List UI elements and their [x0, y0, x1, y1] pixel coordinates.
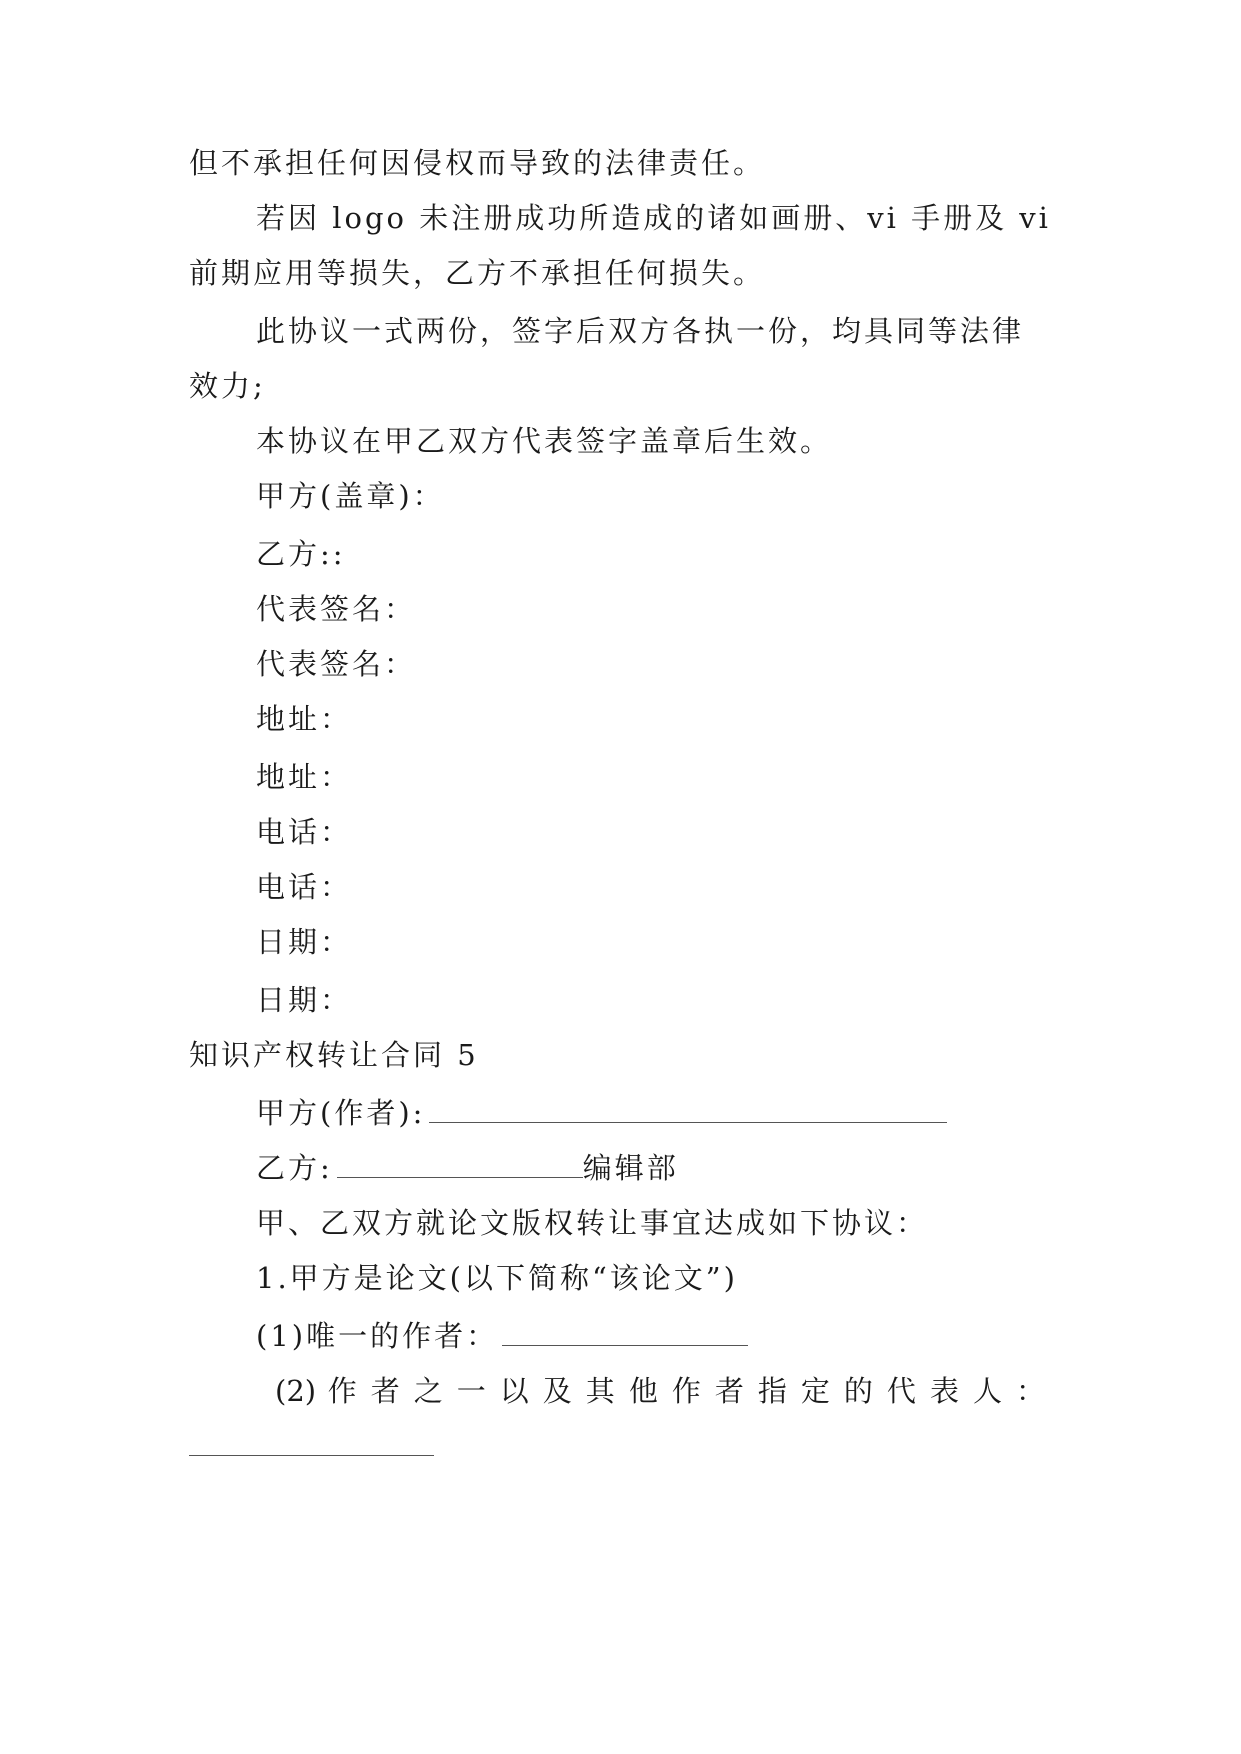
- signature-field-label: 地址：: [256, 760, 353, 794]
- paragraph-line: 但不承担任何因侵权而导致的法律责任。: [189, 146, 766, 180]
- signature-field-label: 代表签名：: [256, 592, 417, 626]
- paragraph-line: 前期应用等损失，乙方不承担任何损失。: [189, 256, 766, 290]
- party-a-label: 甲方(作者):: [256, 1096, 426, 1130]
- signature-field-label: 代表签名：: [256, 647, 417, 681]
- contract-party-line: [256, 1148, 679, 1188]
- contract-party-line: [256, 1093, 947, 1133]
- signature-field-label: 日期：: [256, 925, 353, 959]
- clause-line: (2) 作 者 之 一 以 及 其 他 作 者 指 定 的 代 表 人 ：: [275, 1374, 1045, 1408]
- signature-field-label: 日期：: [256, 983, 353, 1017]
- signature-field-label: 甲方(盖章)：: [256, 479, 445, 513]
- paragraph-line: 此协议一式两份，签字后双方各执一份，均具同等法律: [256, 314, 1025, 348]
- fill-in-blank: [189, 1455, 434, 1456]
- party-b-label: 乙方:: [256, 1151, 333, 1185]
- paragraph-line: 甲、乙双方就论文版权转让事宜达成如下协议：: [256, 1206, 929, 1240]
- clause-line: 1.甲方是论文(以下简称“该论文”): [256, 1261, 738, 1295]
- signature-field-label: 地址：: [256, 702, 353, 736]
- paragraph-line: 若因 logo 未注册成功所造成的诸如画册、vi 手册及 vi: [256, 201, 1051, 235]
- editorial-department: 编辑部: [582, 1151, 679, 1185]
- fill-in-blank: [502, 1344, 748, 1346]
- sole-author-label: (1)唯一的作者：: [256, 1319, 499, 1353]
- paragraph-line: 本协议在甲乙双方代表签字盖章后生效。: [256, 424, 833, 458]
- fill-in-blank: [337, 1176, 583, 1178]
- signature-field-label: 电话：: [256, 815, 353, 849]
- fill-in-blank: [429, 1121, 947, 1123]
- signature-field-label: 乙方::: [256, 537, 346, 571]
- clause-line: [256, 1316, 748, 1356]
- signature-field-label: 电话：: [256, 870, 353, 904]
- paragraph-line: 效力;: [189, 369, 266, 403]
- section-heading: 知识产权转让合同 5: [189, 1038, 479, 1072]
